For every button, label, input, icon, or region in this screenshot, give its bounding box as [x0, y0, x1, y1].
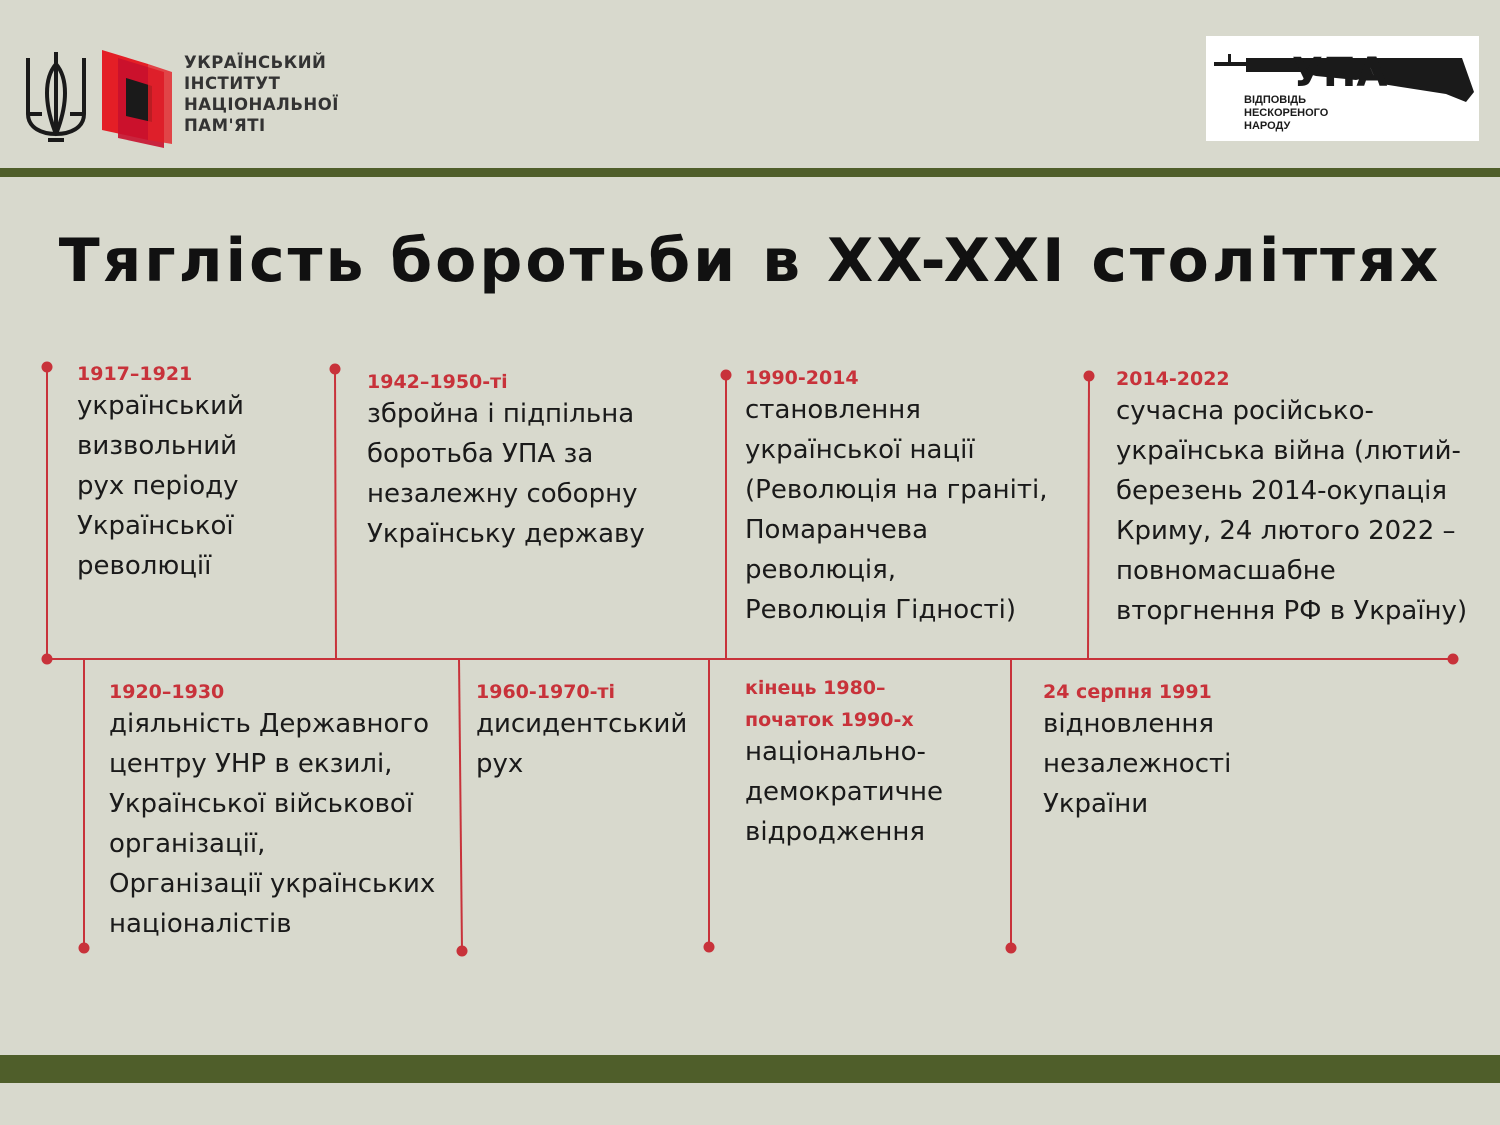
institute-line-1: УКРАЇНСЬКИЙ	[184, 53, 327, 72]
event-date: кінець 1980– початок 1990-х	[745, 677, 914, 731]
stem-1942	[335, 369, 336, 659]
upa-tagline-line-2: НЕСКОРЕНОГО	[1244, 107, 1329, 119]
event-description: діяльність Державного центру УНР в екзилі, Української військової організації, Організації українських націоналістів	[109, 709, 436, 939]
dot-1991-bottom	[1006, 943, 1017, 954]
upa-tagline-line-3: НАРОДУ	[1244, 120, 1291, 132]
institute-line-2: ІНСТИТУТ	[184, 74, 281, 93]
dot-1990-top	[721, 370, 732, 381]
event-description: національно- демократичне відродження	[745, 737, 944, 847]
event-1990-2014	[745, 362, 1085, 630]
event-1917-1921	[77, 358, 327, 586]
stem-1960	[459, 659, 462, 951]
event-1980-1990	[745, 672, 1005, 852]
event-date: 24 серпня 1991	[1043, 681, 1212, 703]
event-2014-2022	[1116, 363, 1496, 631]
event-date: 1917–1921	[77, 363, 193, 385]
event-1942-1950	[367, 366, 717, 554]
event-date: 1920–1930	[109, 681, 225, 703]
event-description: дисидентський рух	[476, 709, 688, 779]
dot-1917-top	[42, 362, 53, 373]
event-date: 1960-1970-ті	[476, 681, 616, 703]
event-date: 2014-2022	[1116, 368, 1230, 390]
dot-1960-bottom	[457, 946, 468, 957]
upa-wordmark: УПА	[1292, 50, 1388, 96]
event-description: становлення української нації (Революція на граніті, Помаранчева революція, Революція Гідності)	[745, 395, 1048, 625]
event-description: сучасна російсько- українська війна (лютий- березень 2014-окупація Криму, 24 лютого 2022 – повномасшабне вторгнення РФ в Україну)	[1116, 396, 1468, 626]
event-description: збройна і підпільна боротьба УПА за незалежну соборну Українську державу	[367, 399, 645, 549]
dot-axis-end	[1448, 654, 1459, 665]
event-1960-1970	[476, 676, 706, 784]
stem-2014	[1088, 376, 1089, 659]
institute-line-3: НАЦІОНАЛЬНОЇ	[184, 95, 339, 114]
dot-1920-bottom	[79, 943, 90, 954]
dot-1980-bottom	[704, 942, 715, 953]
event-date: 1942–1950-ті	[367, 371, 508, 393]
dot-axis-start	[42, 654, 53, 665]
dot-2014-top	[1084, 371, 1095, 382]
event-1920-1930	[109, 676, 459, 944]
event-description: український визвольний рух періоду Української революції	[77, 391, 244, 581]
institute-line-4: ПАМ'ЯТІ	[184, 116, 266, 135]
event-1991	[1043, 676, 1303, 824]
upa-tagline-line-1: ВІДПОВІДЬ	[1244, 94, 1307, 106]
event-date: 1990-2014	[745, 367, 859, 389]
event-description: відновлення незалежності України	[1043, 709, 1232, 819]
footer-divider	[0, 1055, 1500, 1083]
dot-1942-top	[330, 364, 341, 375]
page-title: Тяглість боротьби в XX-XXI століттях	[58, 226, 1442, 296]
